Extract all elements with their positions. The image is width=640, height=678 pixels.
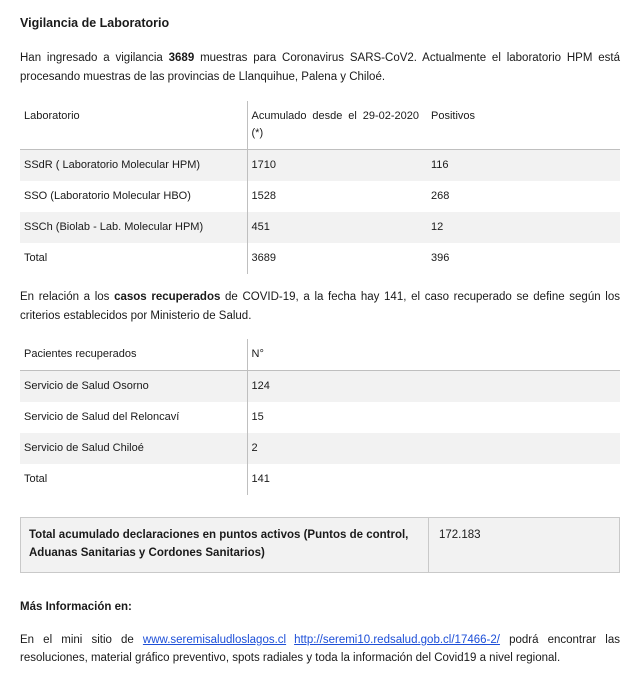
cell-numero: 2 bbox=[247, 433, 620, 464]
cell-acumulado: 1528 bbox=[247, 181, 427, 212]
cell-total-acumulado: 3689 bbox=[247, 243, 427, 274]
cell-positivos: 268 bbox=[431, 189, 450, 202]
table-header-row bbox=[20, 339, 620, 371]
table-total-row bbox=[20, 464, 620, 495]
table-header-row bbox=[20, 101, 620, 150]
col-header-positivos: Positivos bbox=[427, 101, 620, 150]
table-row bbox=[20, 181, 620, 212]
recovered-paragraph bbox=[20, 288, 620, 325]
cell-acumulado: 451 bbox=[247, 212, 427, 243]
intro-paragraph bbox=[20, 49, 620, 86]
recovered-text-after: de COVID-19, a la fecha hay 141, el caso recuperado se define según los criterios establecidos por Ministerio de Salud. bbox=[20, 290, 620, 322]
col-header-acumulado: Acumulado desde el 29-02-2020 (*) bbox=[247, 101, 427, 150]
cell-total-positivos: 396 bbox=[427, 243, 620, 274]
more-info-paragraph bbox=[20, 631, 620, 668]
col-header-numero: N° bbox=[247, 339, 620, 371]
lab-table-wrapper bbox=[20, 101, 620, 274]
col-header-laboratorio: Laboratorio bbox=[20, 101, 247, 150]
cell-acumulado: 1710 bbox=[247, 149, 427, 181]
cell-servicio: Servicio de Salud Chiloé bbox=[24, 442, 144, 455]
recovered-table bbox=[20, 339, 620, 495]
declarations-box bbox=[20, 517, 620, 573]
seremi-site-link[interactable]: www.seremisaludloslagos.cl bbox=[142, 633, 287, 646]
table-row bbox=[20, 212, 620, 243]
table-row bbox=[20, 149, 620, 181]
intro-text-after: muestras para Coronavirus SARS-CoV2. Actualmente el laboratorio HPM está procesando muestras de las provincias de Llanquihue, Palena y Chiloé. bbox=[20, 52, 620, 83]
table-row bbox=[20, 402, 620, 433]
cell-servicio: Servicio de Salud Osorno bbox=[24, 380, 149, 393]
cell-total-label: Total bbox=[20, 243, 247, 274]
cell-laboratorio: SSCh (Biolab - Lab. Molecular HPM) bbox=[24, 220, 204, 233]
cell-laboratorio: SSO (Laboratorio Molecular HBO) bbox=[24, 189, 191, 202]
recovered-bold-term: casos recuperados bbox=[114, 290, 221, 303]
cell-total-label: Total bbox=[20, 464, 247, 495]
cell-numero: 124 bbox=[247, 371, 620, 403]
more-info-text-after: podrá encontrar las resoluciones, material gráfico preventivo, spots radiales y toda la información del Covid19 a nivel regional. bbox=[20, 633, 620, 665]
cell-laboratorio: SSdR ( Laboratorio Molecular HPM) bbox=[24, 158, 201, 171]
declarations-label: Total acumulado declaraciones en puntos activos (Puntos de control, Aduanas Sanitarias y Cordones Sanitarios) bbox=[21, 518, 429, 572]
declarations-value: 172.183 bbox=[439, 529, 481, 542]
lab-table bbox=[20, 101, 620, 274]
page-title: Vigilancia de Laboratorio bbox=[20, 16, 170, 30]
table-row bbox=[20, 433, 620, 464]
cell-servicio: Servicio de Salud del Reloncaví bbox=[24, 411, 180, 424]
seremi-page-link[interactable]: http://seremi10.redsalud.gob.cl/17466-2/ bbox=[294, 633, 500, 646]
recovered-table-wrapper bbox=[20, 339, 620, 495]
more-info-text-before: En el mini sitio de bbox=[20, 633, 143, 646]
cell-positivos: 116 bbox=[431, 158, 449, 171]
intro-sample-count: 3689 bbox=[168, 52, 195, 65]
more-info-title: Más Información en: bbox=[20, 600, 132, 613]
intro-text-before: Han ingresado a vigilancia bbox=[20, 52, 169, 65]
recovered-text-before: En relación a los bbox=[20, 290, 115, 303]
cell-positivos: 12 bbox=[431, 220, 444, 233]
cell-numero: 15 bbox=[247, 402, 620, 433]
col-header-pacientes: Pacientes recuperados bbox=[20, 339, 247, 371]
cell-total-numero: 141 bbox=[247, 464, 620, 495]
table-row bbox=[20, 371, 620, 403]
table-total-row bbox=[20, 243, 620, 274]
